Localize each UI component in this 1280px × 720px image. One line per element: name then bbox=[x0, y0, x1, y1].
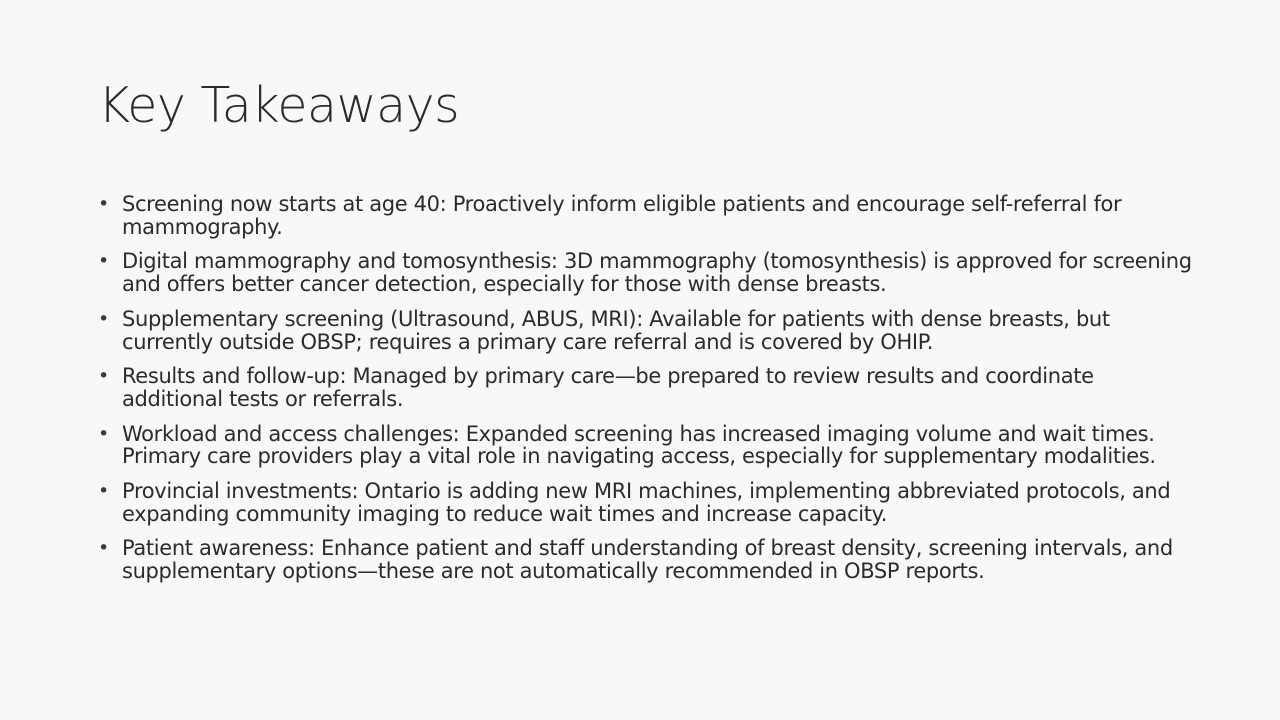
list-item bbox=[98, 250, 1198, 295]
list-item bbox=[98, 480, 1198, 525]
list-item bbox=[98, 193, 1198, 238]
bullet-icon: • bbox=[98, 365, 109, 388]
list-item bbox=[98, 537, 1198, 582]
bullet-icon: • bbox=[98, 193, 109, 215]
bullet-text: Results and follow-up: Managed by primary care—be prepared to review results and coordinate additional tests or referrals. bbox=[122, 364, 1094, 411]
bullet-text: Supplementary screening (Ultrasound, ABUS, MRI): Available for patients with dense breasts, but currently outside OBSP; requires a primary care referral and is covered by OHIP. bbox=[122, 306, 1110, 354]
bullet-icon: • bbox=[98, 480, 109, 503]
bullet-icon: • bbox=[98, 307, 109, 330]
list-item bbox=[98, 365, 1198, 410]
list-item bbox=[98, 423, 1198, 468]
bullet-text: Workload and access challenges: Expanded screening has increased imaging volume and wait times. Primary care providers play a vital role in navigating access, especially for supplementary modalities. bbox=[122, 421, 1156, 469]
bullet-text: Digital mammography and tomosynthesis: 3D mammography (tomosynthesis) is approved for screening and offers better cancer detection, especially for those with dense breasts. bbox=[122, 249, 1192, 297]
list-item bbox=[98, 308, 1198, 353]
bullet-text: Screening now starts at age 40: Proactively inform eligible patients and encourage self-referral for mammography. bbox=[122, 192, 1122, 239]
bullet-icon: • bbox=[98, 422, 109, 445]
bullet-icon: • bbox=[98, 537, 109, 560]
bullet-text: Provincial investments: Ontario is adding new MRI machines, implementing abbreviated protocols, and expanding community imaging to reduce wait times and increase capacity. bbox=[122, 479, 1171, 526]
bullet-text: Patient awareness: Enhance patient and staff understanding of breast density, screening intervals, and supplementary options—these are not automatically recommended in OBSP reports. bbox=[122, 536, 1173, 584]
takeaways-list bbox=[98, 193, 1198, 595]
bullet-icon: • bbox=[98, 250, 109, 273]
slide-title: Key Takeaways bbox=[98, 77, 460, 134]
